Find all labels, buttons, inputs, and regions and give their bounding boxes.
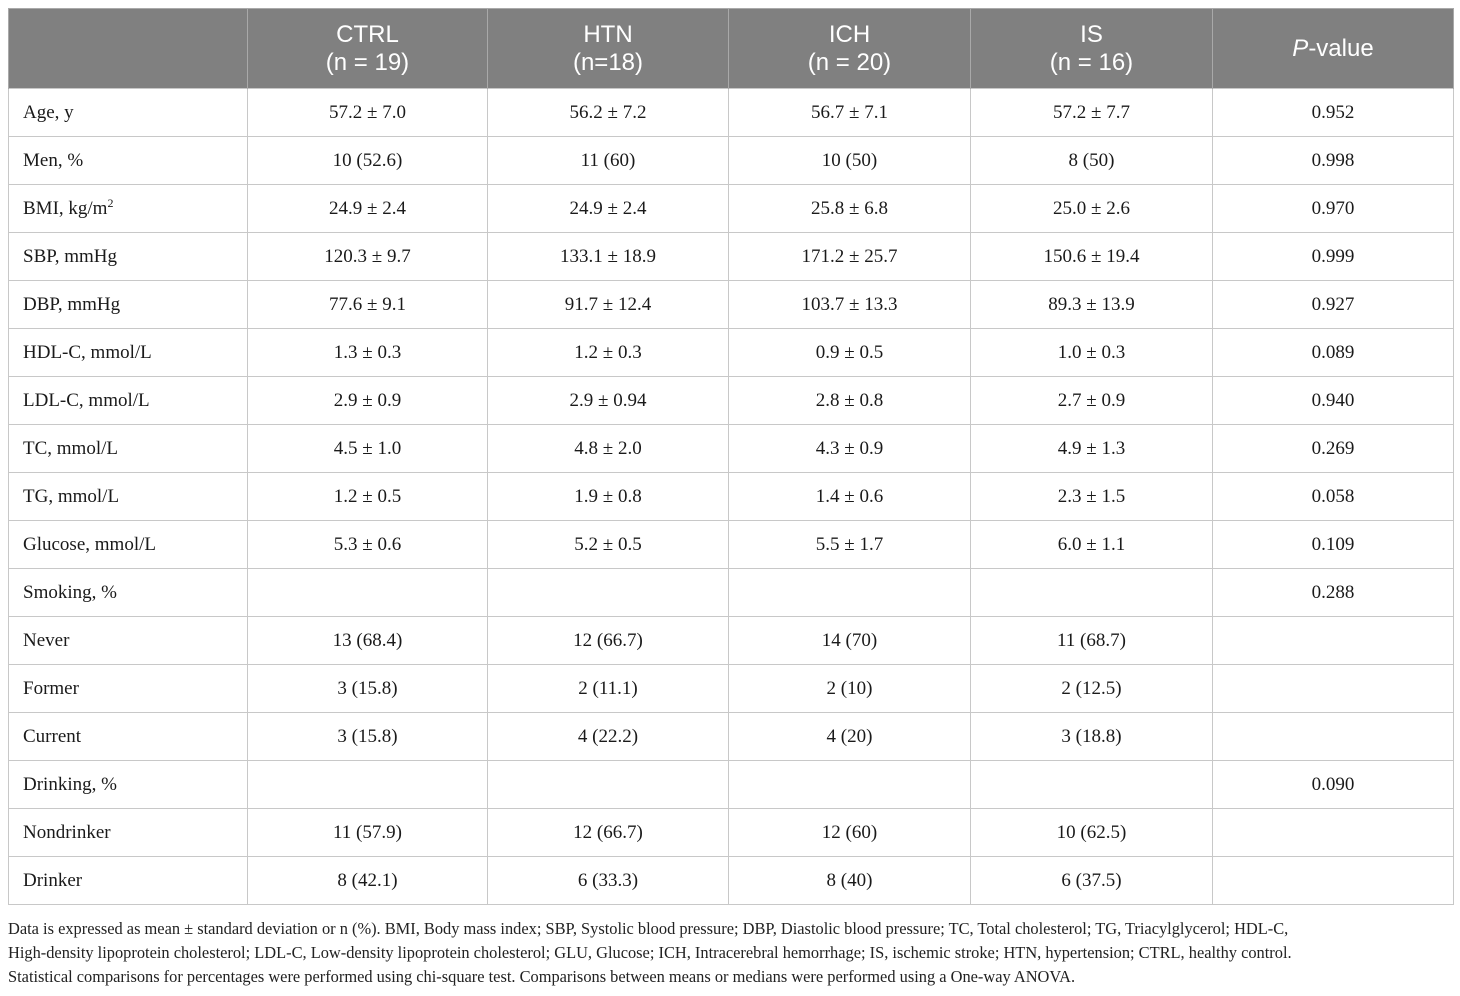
cell-htn: 6 (33.3)	[488, 857, 729, 905]
cell-ich: 12 (60)	[729, 809, 971, 857]
cell-htn: 2.9 ± 0.94	[488, 377, 729, 425]
cell-is: 6 (37.5)	[971, 857, 1213, 905]
cell-ich: 56.7 ± 7.1	[729, 89, 971, 137]
header-ctrl-name: CTRL	[336, 20, 399, 48]
table-row	[9, 713, 1454, 761]
cell-ich: 171.2 ± 25.7	[729, 233, 971, 281]
cell-pvalue: 0.999	[1213, 233, 1454, 281]
cell-ctrl: 77.6 ± 9.1	[248, 281, 488, 329]
cell-is: 2.3 ± 1.5	[971, 473, 1213, 521]
cell-pvalue: 0.089	[1213, 329, 1454, 377]
cell-htn: 12 (66.7)	[488, 809, 729, 857]
cell-ctrl: 11 (57.9)	[248, 809, 488, 857]
row-label	[9, 857, 248, 905]
cell-ich: 4.3 ± 0.9	[729, 425, 971, 473]
cell-ich: 14 (70)	[729, 617, 971, 665]
row-label-text: SBP, mmHg	[23, 245, 117, 267]
table-row	[9, 569, 1454, 617]
cell-pvalue	[1213, 713, 1454, 761]
cell-ich: 2 (10)	[729, 665, 971, 713]
cell-pvalue: 0.090	[1213, 761, 1454, 809]
cell-pvalue: 0.927	[1213, 281, 1454, 329]
header-variable	[9, 9, 248, 89]
table-row	[9, 329, 1454, 377]
row-label-text: Former	[23, 677, 79, 699]
cell-htn: 133.1 ± 18.9	[488, 233, 729, 281]
cell-ctrl: 4.5 ± 1.0	[248, 425, 488, 473]
row-label-text: Current	[23, 725, 82, 747]
row-label	[9, 137, 248, 185]
row-label	[9, 233, 248, 281]
cell-is: 150.6 ± 19.4	[971, 233, 1213, 281]
cell-pvalue: 0.998	[1213, 137, 1454, 185]
cell-htn	[488, 761, 729, 809]
row-label	[9, 809, 248, 857]
header-row	[9, 9, 1454, 89]
cell-htn: 11 (60)	[488, 137, 729, 185]
cell-ctrl: 3 (15.8)	[248, 665, 488, 713]
cell-is: 57.2 ± 7.7	[971, 89, 1213, 137]
row-label-text: Glucose, mmol/L	[23, 533, 156, 555]
row-label-text: HDL-C, mmol/L	[23, 341, 152, 363]
row-label	[9, 521, 248, 569]
table-footnote	[8, 917, 1453, 989]
table-row	[9, 473, 1454, 521]
footnote-line: Statistical comparisons for percentages were performed using chi-square test. Comparisons between means or medians were performed using a One-way ANOVA.	[8, 967, 1076, 986]
header-ich-n: (n = 20)	[807, 48, 892, 76]
row-label-text: BMI, kg/m	[23, 197, 108, 219]
cell-pvalue: 0.058	[1213, 473, 1454, 521]
cell-is	[971, 761, 1213, 809]
cell-ich	[729, 761, 971, 809]
cell-is: 2 (12.5)	[971, 665, 1213, 713]
footnote-line: Data is expressed as mean ± standard deviation or n (%). BMI, Body mass index; SBP, Systolic blood pressure; DBP, Diastolic blood pressure; TC, Total cholesterol; TG, Triacylglycerol; HDL-C,	[8, 919, 1289, 938]
cell-htn: 4.8 ± 2.0	[488, 425, 729, 473]
cell-is: 1.0 ± 0.3	[971, 329, 1213, 377]
header-ich-name: ICH	[828, 20, 871, 48]
row-label	[9, 329, 248, 377]
cell-pvalue	[1213, 809, 1454, 857]
table-row	[9, 377, 1454, 425]
row-label	[9, 89, 248, 137]
cell-pvalue: 0.109	[1213, 521, 1454, 569]
cell-is: 11 (68.7)	[971, 617, 1213, 665]
row-label-text: Age, y	[23, 101, 74, 123]
row-label-text: Drinking, %	[23, 773, 117, 795]
cell-ctrl: 10 (52.6)	[248, 137, 488, 185]
row-label	[9, 425, 248, 473]
cell-pvalue: 0.970	[1213, 185, 1454, 233]
baseline-characteristics-table	[8, 8, 1454, 905]
row-label-text: Nondrinker	[23, 821, 111, 843]
cell-pvalue	[1213, 857, 1454, 905]
table-header	[9, 9, 1454, 89]
row-label	[9, 569, 248, 617]
header-pvalue-italic: P	[1292, 34, 1309, 62]
table-row	[9, 521, 1454, 569]
header-is	[971, 9, 1213, 89]
row-label-text: Men, %	[23, 149, 84, 171]
cell-is: 6.0 ± 1.1	[971, 521, 1213, 569]
row-label-text: Smoking, %	[23, 581, 117, 603]
header-htn-n: (n=18)	[572, 48, 644, 76]
cell-ich: 5.5 ± 1.7	[729, 521, 971, 569]
row-label	[9, 713, 248, 761]
table-row	[9, 185, 1454, 233]
row-label-superscript: 2	[107, 195, 114, 210]
header-ctrl	[248, 9, 488, 89]
cell-is	[971, 569, 1213, 617]
cell-ctrl: 24.9 ± 2.4	[248, 185, 488, 233]
cell-ich: 10 (50)	[729, 137, 971, 185]
cell-ich: 8 (40)	[729, 857, 971, 905]
cell-htn: 12 (66.7)	[488, 617, 729, 665]
header-htn-name: HTN	[583, 20, 633, 48]
table-row	[9, 233, 1454, 281]
row-label	[9, 281, 248, 329]
cell-ich	[729, 569, 971, 617]
cell-is: 4.9 ± 1.3	[971, 425, 1213, 473]
header-is-n: (n = 16)	[1049, 48, 1134, 76]
table-row	[9, 137, 1454, 185]
row-label-text: LDL-C, mmol/L	[23, 389, 150, 411]
cell-is: 25.0 ± 2.6	[971, 185, 1213, 233]
row-label	[9, 473, 248, 521]
header-pvalue	[1213, 9, 1454, 89]
header-pvalue-rest: -value	[1308, 34, 1374, 62]
cell-ich: 1.4 ± 0.6	[729, 473, 971, 521]
row-label	[9, 761, 248, 809]
row-label-text: DBP, mmHg	[23, 293, 121, 315]
cell-htn: 4 (22.2)	[488, 713, 729, 761]
cell-is: 3 (18.8)	[971, 713, 1213, 761]
cell-htn: 91.7 ± 12.4	[488, 281, 729, 329]
cell-htn: 5.2 ± 0.5	[488, 521, 729, 569]
header-is-name: IS	[1080, 20, 1103, 48]
cell-ich: 4 (20)	[729, 713, 971, 761]
table-row	[9, 89, 1454, 137]
cell-htn: 56.2 ± 7.2	[488, 89, 729, 137]
row-label	[9, 617, 248, 665]
cell-pvalue: 0.269	[1213, 425, 1454, 473]
header-ich	[729, 9, 971, 89]
row-label	[9, 377, 248, 425]
table-row	[9, 761, 1454, 809]
cell-ctrl: 1.3 ± 0.3	[248, 329, 488, 377]
cell-ctrl	[248, 761, 488, 809]
cell-is: 10 (62.5)	[971, 809, 1213, 857]
cell-ctrl: 120.3 ± 9.7	[248, 233, 488, 281]
cell-ctrl: 3 (15.8)	[248, 713, 488, 761]
row-label-text: TC, mmol/L	[23, 437, 118, 459]
cell-pvalue: 0.952	[1213, 89, 1454, 137]
cell-htn: 24.9 ± 2.4	[488, 185, 729, 233]
table-row	[9, 281, 1454, 329]
table-row	[9, 809, 1454, 857]
row-label	[9, 665, 248, 713]
cell-ich: 0.9 ± 0.5	[729, 329, 971, 377]
cell-htn	[488, 569, 729, 617]
cell-ich: 25.8 ± 6.8	[729, 185, 971, 233]
cell-ctrl: 13 (68.4)	[248, 617, 488, 665]
row-label-text: TG, mmol/L	[23, 485, 120, 507]
row-label-text: Drinker	[23, 869, 83, 891]
cell-ctrl: 8 (42.1)	[248, 857, 488, 905]
header-htn	[488, 9, 729, 89]
cell-htn: 1.9 ± 0.8	[488, 473, 729, 521]
table-body	[9, 89, 1454, 905]
cell-ich: 103.7 ± 13.3	[729, 281, 971, 329]
table-row	[9, 617, 1454, 665]
cell-ich: 2.8 ± 0.8	[729, 377, 971, 425]
cell-is: 89.3 ± 13.9	[971, 281, 1213, 329]
cell-htn: 1.2 ± 0.3	[488, 329, 729, 377]
table-container	[8, 8, 1453, 905]
cell-ctrl	[248, 569, 488, 617]
cell-pvalue	[1213, 617, 1454, 665]
footnote-line: High-density lipoprotein cholesterol; LDL-C, Low-density lipoprotein cholesterol; GLU, Glucose; ICH, Intracerebral hemorrhage; IS, ischemic stroke; HTN, hypertension; CTRL, healthy control.	[8, 943, 1292, 962]
cell-pvalue: 0.288	[1213, 569, 1454, 617]
table-row	[9, 857, 1454, 905]
cell-ctrl: 2.9 ± 0.9	[248, 377, 488, 425]
table-row	[9, 665, 1454, 713]
row-label-text: Never	[23, 629, 70, 651]
cell-ctrl: 57.2 ± 7.0	[248, 89, 488, 137]
row-label	[9, 185, 248, 233]
cell-htn: 2 (11.1)	[488, 665, 729, 713]
cell-is: 8 (50)	[971, 137, 1213, 185]
cell-ctrl: 1.2 ± 0.5	[248, 473, 488, 521]
cell-is: 2.7 ± 0.9	[971, 377, 1213, 425]
cell-ctrl: 5.3 ± 0.6	[248, 521, 488, 569]
table-row	[9, 425, 1454, 473]
cell-pvalue	[1213, 665, 1454, 713]
header-ctrl-n: (n = 19)	[325, 48, 410, 76]
cell-pvalue: 0.940	[1213, 377, 1454, 425]
